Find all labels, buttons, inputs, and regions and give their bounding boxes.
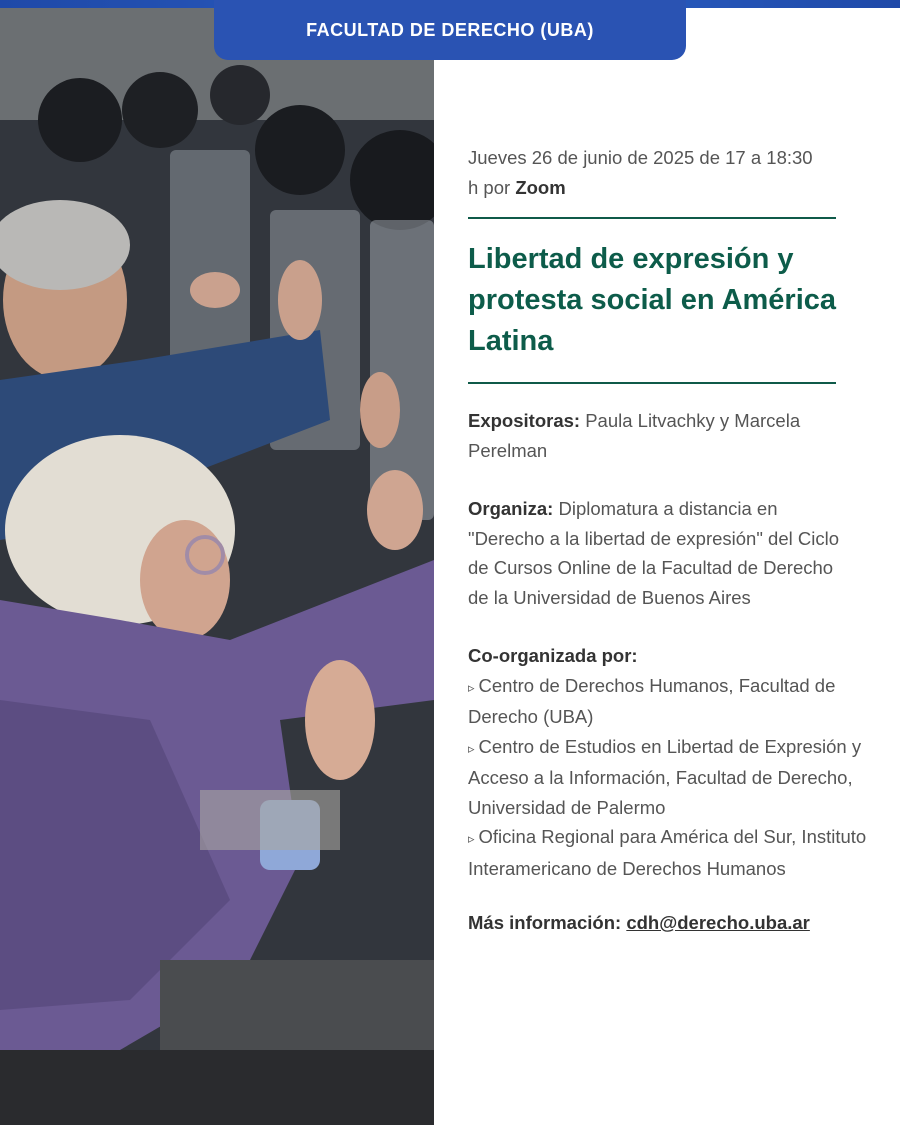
co-organizer-text: Centro de Derechos Humanos, Facultad de Derecho (UBA) (468, 674, 836, 727)
event-details (468, 143, 868, 953)
triangle-bullet-icon: ▹ (468, 740, 475, 756)
organizer-label: Organiza: (468, 498, 554, 519)
speakers-label: Expositoras: (468, 410, 581, 431)
co-organizer-item (468, 671, 868, 732)
triangle-bullet-icon: ▹ (468, 679, 475, 695)
divider-bottom (468, 382, 836, 384)
co-organizers-label: Co-organizada por: (468, 645, 638, 666)
co-organizer-item (468, 732, 868, 823)
co-organizer-text: Centro de Estudios en Libertad de Expresión y Acceso a la Información, Facultad de Derecho, Universidad de Palermo (468, 735, 862, 818)
contact-label: Más información: (468, 912, 622, 933)
protest-photo (0, 0, 434, 1125)
co-organizer-text: Oficina Regional para América del Sur, Instituto Interamericano de Derechos Humanos (468, 826, 867, 879)
organizer-text: Diplomatura a distancia en "Derecho a la libertad de expresión" del Ciclo de Cursos Online de la Facultad de Derecho de la Universidad de Buenos Aires (468, 498, 840, 608)
co-organizers-section (468, 641, 868, 883)
co-organizer-item (468, 822, 868, 883)
header-tab (214, 0, 686, 60)
speakers-section (468, 406, 868, 465)
contact-section (468, 912, 868, 934)
event-platform: Zoom (515, 177, 566, 198)
header-title: FACULTAD DE DERECHO (UBA) (306, 19, 594, 40)
divider-top (468, 217, 836, 219)
contact-email-link[interactable]: cdh@derecho.uba.ar (626, 912, 810, 933)
organizer-section (468, 494, 848, 612)
event-title: Libertad de expresión y protesta social en América Latina (468, 243, 837, 357)
triangle-bullet-icon: ▹ (468, 831, 475, 846)
speakers-names: Paula Litvachky y Marcela Perelman (468, 410, 801, 461)
event-date-text: Jueves 26 de junio de 2025 de 17 a 18:30 h por (468, 147, 813, 198)
event-date (468, 143, 813, 203)
protest-photo-illustration (0, 0, 434, 1125)
